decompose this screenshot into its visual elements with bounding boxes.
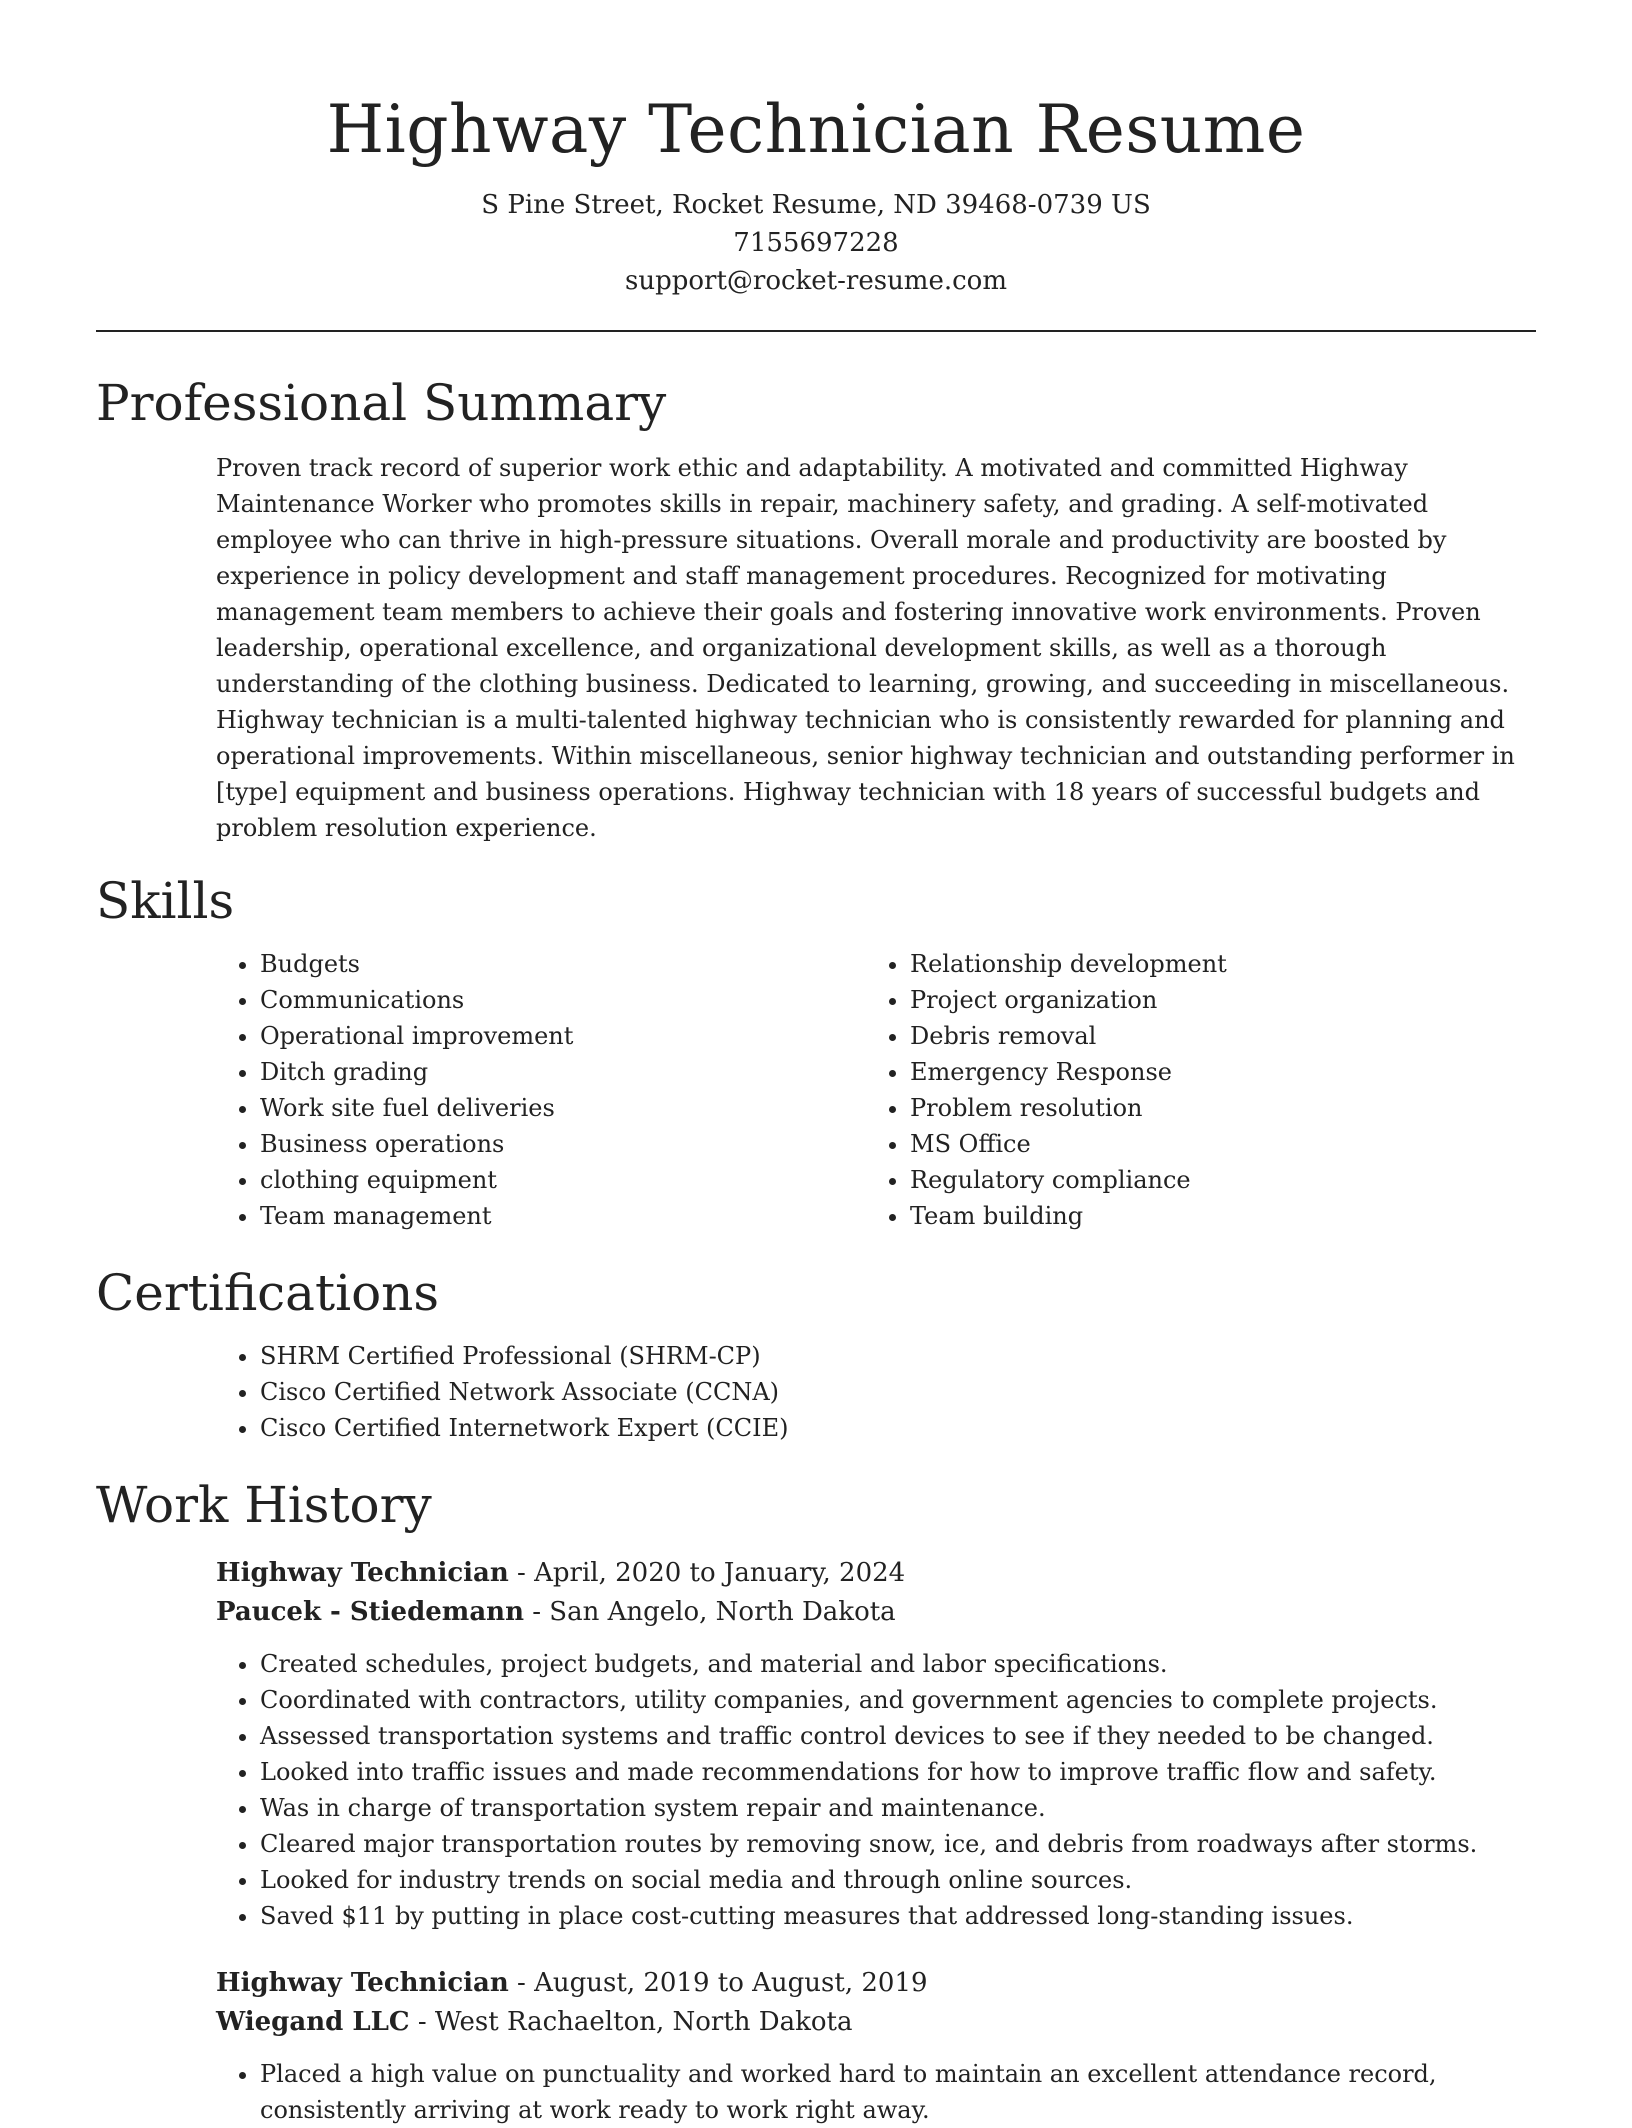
job-bullet: • Coordinated with contractors, utility companies, and government agencies to complete projects.	[260, 1682, 1536, 1718]
contact-address: S Pine Street, Rocket Resume, ND 39468-0739 US	[481, 190, 1151, 220]
job-bullet: • Looked into traffic issues and made recommendations for how to improve traffic flow and safety.	[260, 1754, 1536, 1790]
skill-item: • Work site fuel deliveries	[260, 1090, 866, 1126]
resume-page	[96, 0, 1536, 2128]
skill-item: • Team building	[910, 1198, 1516, 1234]
job-title: Highway Technician	[216, 1558, 509, 1588]
skills-column-left	[216, 946, 866, 1234]
work-history-section	[96, 1472, 1536, 2128]
job-bullet: • Looked for industry trends on social media and through online sources.	[260, 1862, 1536, 1898]
certifications-list	[216, 1338, 1536, 1446]
skills-section	[96, 868, 1536, 1234]
job-bullet: • Created schedules, project budgets, and material and labor specifications.	[260, 1646, 1536, 1682]
skill-item: • Relationship development	[910, 946, 1516, 982]
job-title-line	[216, 1964, 1536, 2003]
skill-item: • Business operations	[260, 1126, 866, 1162]
job-bullet: • Was in charge of transportation system repair and maintenance.	[260, 1790, 1536, 1826]
skills-list-right	[866, 946, 1516, 1234]
certifications-section	[96, 1260, 1536, 1446]
skill-item: • MS Office	[910, 1126, 1516, 1162]
job-bullet: • Placed a high value on punctuality and worked hard to maintain an excellent attendance record, consistently arriving at work ready to work right away.	[260, 2056, 1536, 2128]
job-location: - West Rachaelton, North Dakota	[409, 2007, 853, 2037]
skill-item: • Debris removal	[910, 1018, 1516, 1054]
job-company: Wiegand LLC	[216, 2007, 410, 2037]
job-company: Paucek - Stiedemann	[216, 1597, 524, 1627]
skill-item: • Operational improvement	[260, 1018, 866, 1054]
job-bullets-wrap	[216, 1646, 1536, 1934]
summary-heading: Professional Summary	[96, 374, 667, 432]
job-title-line	[216, 1554, 1536, 1593]
certification-item: • Cisco Certified Network Associate (CCNA)	[260, 1374, 1536, 1410]
skills-column-right	[866, 946, 1516, 1234]
contact-info	[96, 186, 1536, 300]
skills-list-left	[216, 946, 866, 1234]
job-bullets	[216, 2056, 1536, 2128]
skill-item: • Project organization	[910, 982, 1516, 1018]
skill-item: • Problem resolution	[910, 1090, 1516, 1126]
skill-item: • Budgets	[260, 946, 866, 982]
skill-item: • Emergency Response	[910, 1054, 1516, 1090]
skills-heading: Skills	[96, 872, 235, 930]
job-entry	[216, 1964, 1536, 2128]
header-divider	[96, 330, 1536, 332]
job-bullet: • Cleared major transportation routes by removing snow, ice, and debris from roadways after storms.	[260, 1826, 1536, 1862]
summary-section	[96, 370, 1536, 846]
contact-phone: 7155697228	[733, 228, 899, 258]
job-entry	[216, 1554, 1536, 1934]
skill-item: • Team management	[260, 1198, 866, 1234]
contact-email: support@rocket-resume.com	[624, 266, 1007, 296]
skill-item: • Communications	[260, 982, 866, 1018]
certifications-heading: Certifications	[96, 1264, 440, 1322]
job-location: - San Angelo, North Dakota	[523, 1597, 896, 1627]
job-title: Highway Technician	[216, 1968, 509, 1998]
skill-item: • Ditch grading	[260, 1054, 866, 1090]
work-history-heading: Work History	[96, 1476, 432, 1534]
skill-item: • clothing equipment	[260, 1162, 866, 1198]
summary-text: Proven track record of superior work ethic and adaptability. A motivated and committed Highway Maintenance Worker who promotes skills in repair, machinery safety, and grading. A self-motivated employee who can thrive in high-pressure situations. Overall morale and productivity are boosted by experience in policy development and staff management procedures. Recognized for motivating management team members to achieve their goals and fostering innovative work environments. Proven leadership, operational excellence, and organizational development skills, as well as a thorough understanding of the clothing business. Dedicated to learning, growing, and succeeding in miscellaneous. Highway technician is a multi-talented highway technician who is consistently rewarded for planning and operational improvements. Within miscellaneous, senior highway technician and outstanding performer in [type] equipment and business operations. Highway technician with 18 years of successful budgets and problem resolution experience.	[216, 454, 1515, 842]
resume-header	[96, 0, 1536, 332]
certification-item: • Cisco Certified Internetwork Expert (CCIE)	[260, 1410, 1536, 1446]
skills-grid	[216, 946, 1536, 1234]
job-bullet: • Assessed transportation systems and traffic control devices to see if they needed to be changed.	[260, 1718, 1536, 1754]
job-company-line	[216, 1593, 1536, 1632]
job-dates: - August, 2019 to August, 2019	[508, 1968, 928, 1998]
resume-title: Highway Technician Resume	[326, 91, 1306, 168]
skill-item: • Regulatory compliance	[910, 1162, 1516, 1198]
job-bullet: • Saved $11 by putting in place cost-cutting measures that addressed long-standing issues.	[260, 1898, 1536, 1934]
job-dates: - April, 2020 to January, 2024	[508, 1558, 906, 1588]
job-company-line	[216, 2003, 1536, 2042]
job-bullets	[216, 1646, 1536, 1934]
certification-item: • SHRM Certified Professional (SHRM-CP)	[260, 1338, 1536, 1374]
certifications-list-wrap	[216, 1338, 1536, 1446]
job-bullets-wrap	[216, 2056, 1536, 2128]
